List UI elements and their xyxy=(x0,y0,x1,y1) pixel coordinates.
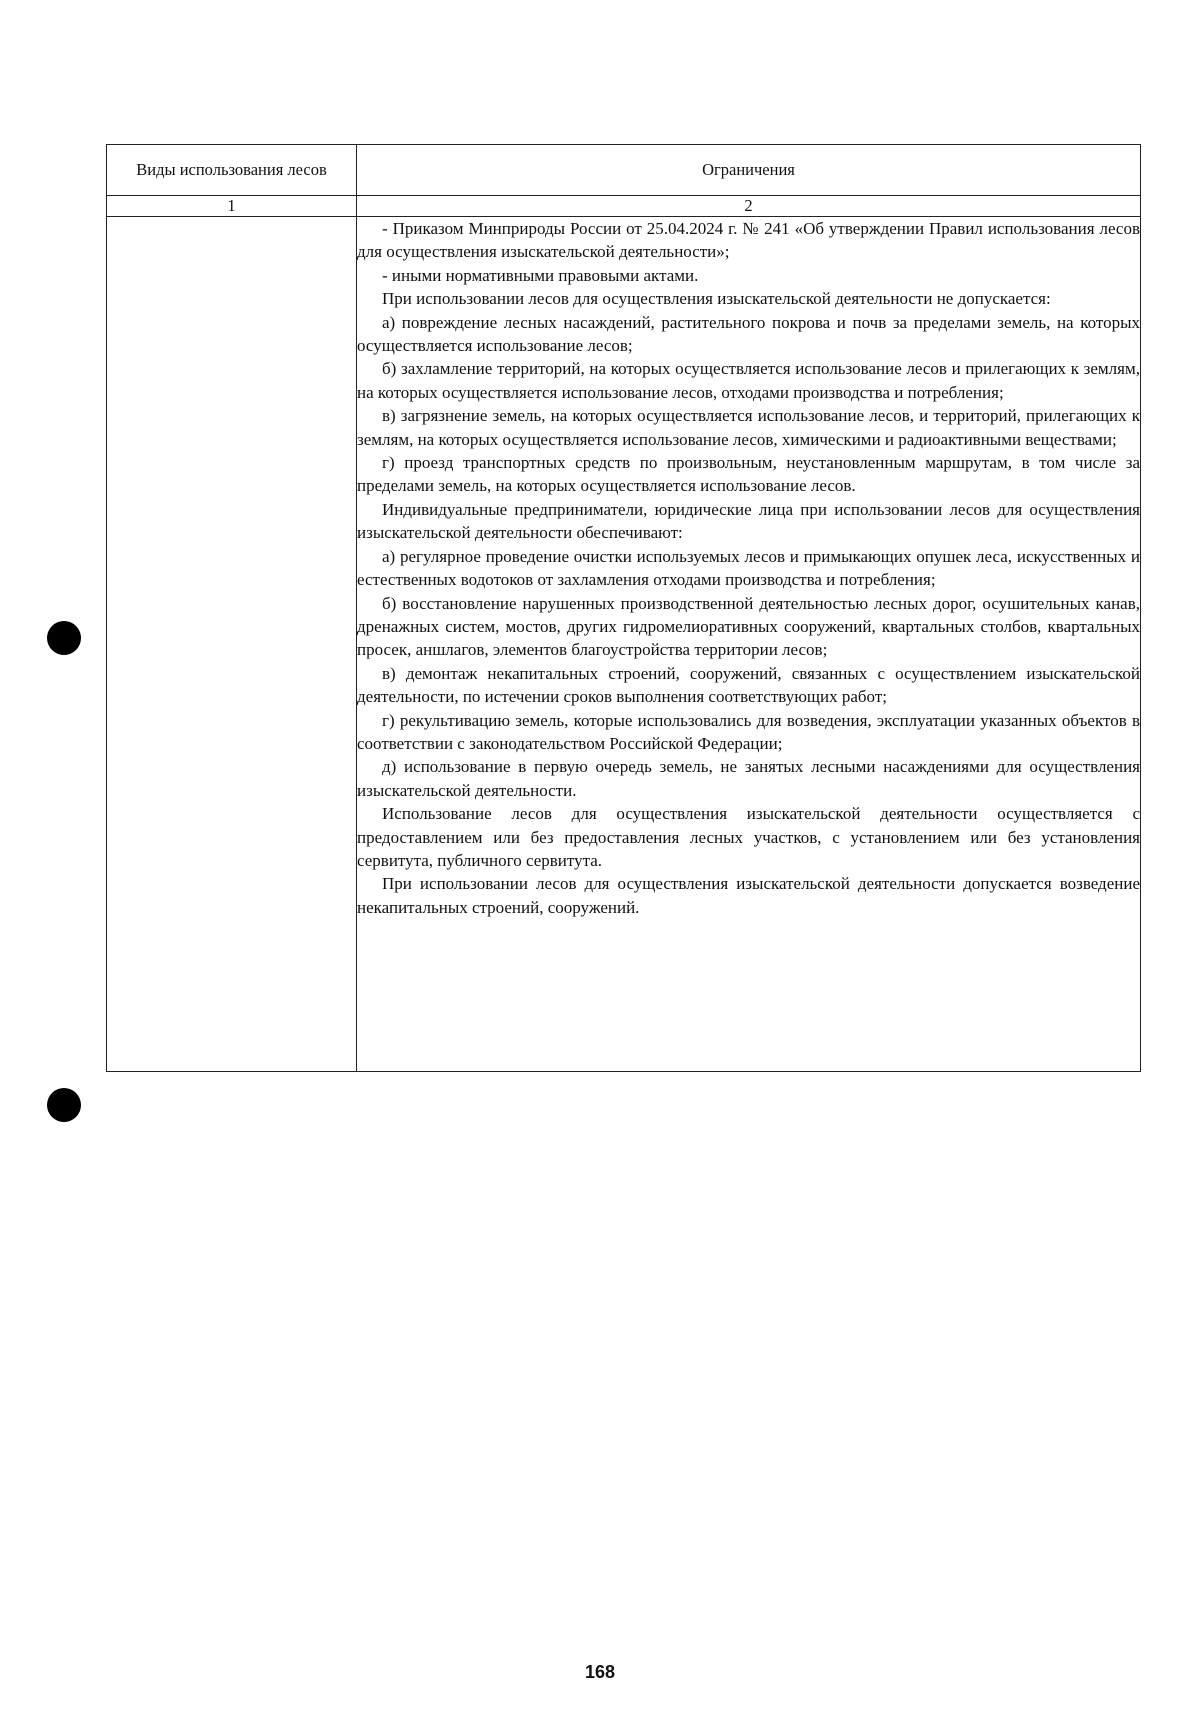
page-number: 168 xyxy=(584,1662,616,1682)
table-row xyxy=(107,217,1141,1072)
paragraph: в) загрязнение земель, на которых осуществляется использование лесов, и территорий, прилегающих к землям, на которых осуществляется использование лесов, химическими и радиоактивными веществами; xyxy=(357,406,1140,449)
paragraph: а) регулярное проведение очистки используемых лесов и примыкающих опушек леса, искусственных и естественных водотоков от захламления отходами производства и потребления; xyxy=(357,546,1140,590)
paragraph: д) использование в первую очередь земель, не занятых лесными насаждениями для осуществления изыскательской деятельности. xyxy=(357,757,1140,800)
paragraph: б) восстановление нарушенных производственной деятельностью лесных дорог, осушительных канав, дренажных систем, мостов, других гидромелиоративных сооружений, квартальных столбов, квартальных просек, аншлагов, элементов благоустройства территории лесов; xyxy=(357,593,1140,660)
punch-hole-mark xyxy=(47,1088,81,1122)
header-restrictions: Ограничения xyxy=(357,145,1141,196)
paragraph: При использовании лесов для осуществления изыскательской деятельности не допускается: xyxy=(382,289,1051,309)
paragraph: Индивидуальные предприниматели, юридические лица при использовании лесов для осуществления изыскательской деятельности обеспечивают: xyxy=(357,499,1140,543)
restrictions-cell xyxy=(357,217,1141,1072)
paragraph: Использование лесов для осуществления изыскательской деятельности осуществляется с предоставлением или без предоставления лесных участков, с установлением или без установления сервитута, публичного сервитута. xyxy=(357,804,1140,870)
forest-use-type-cell xyxy=(107,217,357,1072)
paragraph: а) повреждение лесных насаждений, растительного покрова и почв за пределами земель, на которых осуществляется использование лесов; xyxy=(357,312,1140,356)
paragraph: в) демонтаж некапитальных строений, сооружений, связанных с осуществлением изыскательской деятельности, по истечении сроков выполнения соответствующих работ; xyxy=(357,663,1140,707)
paragraph: г) рекультивацию земель, которые использовались для возведения, эксплуатации указанных объектов в соответствии с законодательством Российской Федерации; xyxy=(357,710,1140,753)
column-number-row xyxy=(107,196,1141,217)
column-number-1: 1 xyxy=(107,196,357,217)
column-number-2: 2 xyxy=(357,196,1141,217)
table-header-row xyxy=(107,145,1141,196)
paragraph: г) проезд транспортных средств по произвольным, неустановленным маршрутам, в том числе за пределами земель, на которых осуществляется использование лесов. xyxy=(357,453,1140,496)
paragraph: - иными нормативными правовыми актами. xyxy=(382,265,699,285)
paragraph: б) захламление территорий, на которых осуществляется использование лесов и прилегающих к землям, на которых осуществляется использование лесов, отходами производства и потребления; xyxy=(357,359,1140,402)
restrictions-table xyxy=(106,144,1141,1072)
punch-hole-mark xyxy=(47,621,81,655)
paragraph: - Приказом Минприроды России от 25.04.2024 г. № 241 «Об утверждении Правил использования лесов для осуществления изыскательской деятельности»; xyxy=(357,219,1140,262)
header-forest-use-types: Виды использования лесов xyxy=(107,145,357,196)
paragraph: При использовании лесов для осуществления изыскательской деятельности допускается возведение некапитальных строений, сооружений. xyxy=(357,874,1140,917)
